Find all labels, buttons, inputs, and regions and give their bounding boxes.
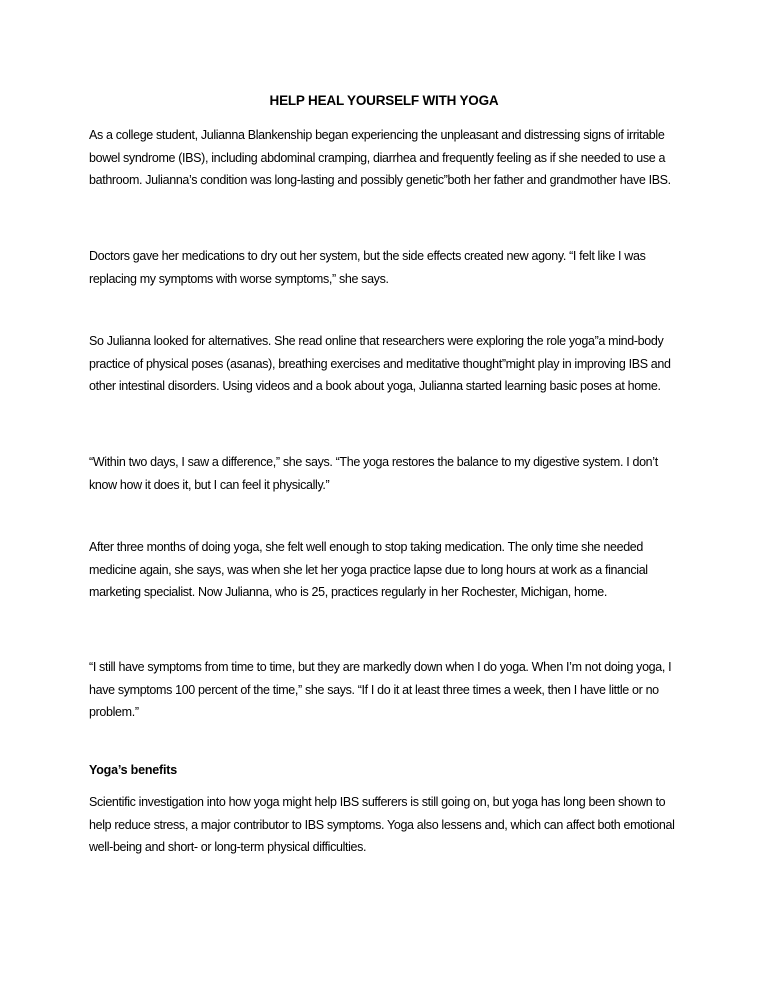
section-heading-yoga-benefits: Yoga’s benefits xyxy=(89,763,177,777)
paragraph-three-months: After three months of doing yoga, she felt well enough to stop taking medication. The only time she needed medicine again, she says, was when she let her yoga practice lapse due to long hours at work as a financial marketing specialist. Now Julianna, who is 25, practices regularly in her Rochester, Michigan, home. xyxy=(89,540,648,599)
paragraph-yoga-benefits: Scientific investigation into how yoga might help IBS sufferers is still going on, but yoga has long been shown to help reduce stress, a major contributor to IBS symptoms. Yoga also lessens and, which can affect both emotional well-being and short- or long-term physical difficulties. xyxy=(89,795,675,854)
paragraph-doctors: Doctors gave her medications to dry out her system, but the side effects created new agony. “I felt like I was replacing my symptoms with worse symptoms,” she says. xyxy=(89,249,646,286)
paragraph-quote-symptoms: “I still have symptoms from time to time, but they are markedly down when I do yoga. When I’m not doing yoga, I have symptoms 100 percent of the time,” she says. “If I do it at least three times a week, then I have little or no problem.” xyxy=(89,660,672,719)
paragraph-alternatives: So Julianna looked for alternatives. She read online that researchers were exploring the role yoga”a mind-body practice of physical poses (asanas), breathing exercises and meditative thought”might play in improving IBS and other intestinal disorders. Using videos and a book about yoga, Julianna started learning basic poses at home. xyxy=(89,334,671,393)
paragraph-intro: As a college student, Julianna Blankenship began experiencing the unpleasant and distressing signs of irritable bowel syndrome (IBS), including abdominal cramping, diarrhea and frequently feeling as if she needed to use a bathroom. Julianna’s condition was long-lasting and possibly genetic”both her father and grandmother have IBS. xyxy=(89,128,671,187)
paragraph-quote-difference: “Within two days, I saw a difference,” she says. “The yoga restores the balance to my digestive system. I don’t know how it does it, but I can feel it physically.” xyxy=(89,455,658,492)
document-title: HELP HEAL YOURSELF WITH YOGA xyxy=(269,93,499,108)
